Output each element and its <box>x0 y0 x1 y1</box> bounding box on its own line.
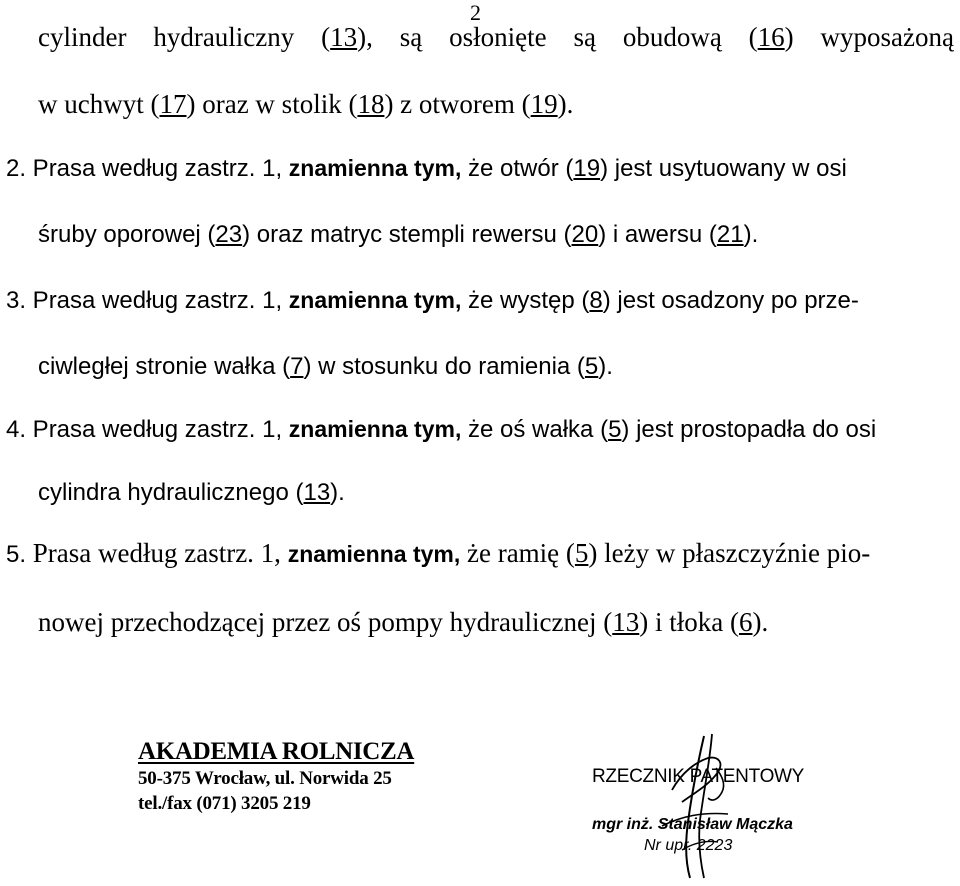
claim-5-line-2 <box>38 605 954 639</box>
text-segment: ). <box>752 607 769 637</box>
text-segment: ). <box>557 89 574 119</box>
academy-phone: tel./fax (071) 3205 219 <box>138 793 311 814</box>
text-line-2 <box>38 87 954 121</box>
claim-2-line-2 <box>38 218 954 252</box>
reference-number: 23 <box>215 221 243 248</box>
text-segment: ) wyposażoną <box>784 22 954 52</box>
reference-number: 19 <box>573 155 601 182</box>
claim-number: 2. <box>6 155 27 182</box>
handwritten-signature-icon <box>652 732 742 882</box>
text-segment: ciwległej stronie wałka ( <box>38 353 291 380</box>
text-segment: Prasa według zastrz. 1, <box>26 155 289 182</box>
claim-3-line-1 <box>6 283 954 318</box>
text-segment: cylindra hydraulicznego ( <box>38 479 304 506</box>
text-segment: że oś wałka ( <box>461 416 609 443</box>
academy-name: AKADEMIA ROLNICZA <box>138 738 415 765</box>
reference-number: 5 <box>608 416 622 443</box>
reference-number: 18 <box>357 89 385 119</box>
stamp-registration-number: Nr upr. 2223 <box>644 837 733 854</box>
text-segment: Prasa według zastrz. 1, <box>26 416 289 443</box>
characterizing-phrase: znamienna tym, <box>288 416 462 442</box>
text-segment: cylinder hydrauliczny ( <box>38 22 331 52</box>
claim-number: 5. <box>6 541 27 568</box>
reference-number: 21 <box>716 221 744 248</box>
text-segment: Prasa według zastrz. 1, <box>26 287 289 314</box>
text-line-1 <box>38 20 954 54</box>
claim-3-line-2 <box>38 350 954 384</box>
reference-number: 6 <box>738 607 753 637</box>
characterizing-phrase: znamienna tym, <box>288 155 462 181</box>
reference-number: 8 <box>589 287 603 314</box>
reference-number: 13 <box>303 479 331 506</box>
claim-4-line-1 <box>6 412 954 447</box>
reference-number: 19 <box>530 89 558 119</box>
text-segment: ) z otworem ( <box>384 89 531 119</box>
text-segment: śruby oporowej ( <box>38 221 216 248</box>
reference-number: 5 <box>574 538 589 568</box>
text-segment: ) jest usytuowany w osi <box>600 155 847 182</box>
text-segment: ) i tłoka ( <box>639 607 739 637</box>
text-segment: ) jest osadzony po prze- <box>602 287 859 314</box>
text-segment: ) jest prostopadła do osi <box>621 416 877 443</box>
reference-number: 13 <box>330 22 358 52</box>
reference-number: 5 <box>584 353 599 380</box>
text-segment: ). <box>598 353 613 380</box>
reference-number: 20 <box>571 221 599 248</box>
text-segment: ), są osłonięte są obudową ( <box>357 22 758 52</box>
text-segment: Prasa według zastrz. 1, <box>26 538 288 568</box>
text-segment: w uchwyt ( <box>38 89 160 119</box>
characterizing-phrase: znamienna tym, <box>287 541 461 567</box>
text-segment: ) i awersu ( <box>598 221 717 248</box>
claim-number: 4. <box>6 416 27 443</box>
stamp-title: RZECZNIK PATENTOWY <box>592 766 805 787</box>
page-number: 2 <box>470 0 481 25</box>
patent-attorney-stamp <box>592 766 852 886</box>
claim-2-line-1 <box>6 151 954 186</box>
text-segment: ). <box>743 221 759 248</box>
academy-address: 50-375 Wrocław, ul. Norwida 25 <box>138 768 392 789</box>
reference-number: 16 <box>757 22 785 52</box>
claim-4-line-2 <box>38 476 954 510</box>
text-segment: ). <box>330 479 345 506</box>
stamp-name: mgr inż. Stanisław Mączka <box>592 816 793 833</box>
text-segment: ) w stosunku do ramienia ( <box>303 353 585 380</box>
reference-number: 7 <box>290 353 304 380</box>
text-segment: ) oraz w stolik ( <box>186 89 358 119</box>
claim-5-line-1 <box>6 536 954 572</box>
academy-stamp <box>138 738 414 816</box>
text-segment: że otwór ( <box>461 155 574 182</box>
reference-number: 13 <box>612 607 640 637</box>
text-segment: ) oraz matryc stempli rewersu ( <box>242 221 572 248</box>
characterizing-phrase: znamienna tym, <box>288 287 462 313</box>
text-segment: nowej przechodzącej przez oś pompy hydraulicznej ( <box>38 607 613 637</box>
claim-number: 3. <box>6 287 27 314</box>
reference-number: 17 <box>159 89 187 119</box>
text-segment: ) leży w płaszczyźnie pio- <box>588 538 871 568</box>
text-segment: że występ ( <box>461 287 590 314</box>
text-segment: że ramię ( <box>460 538 575 568</box>
